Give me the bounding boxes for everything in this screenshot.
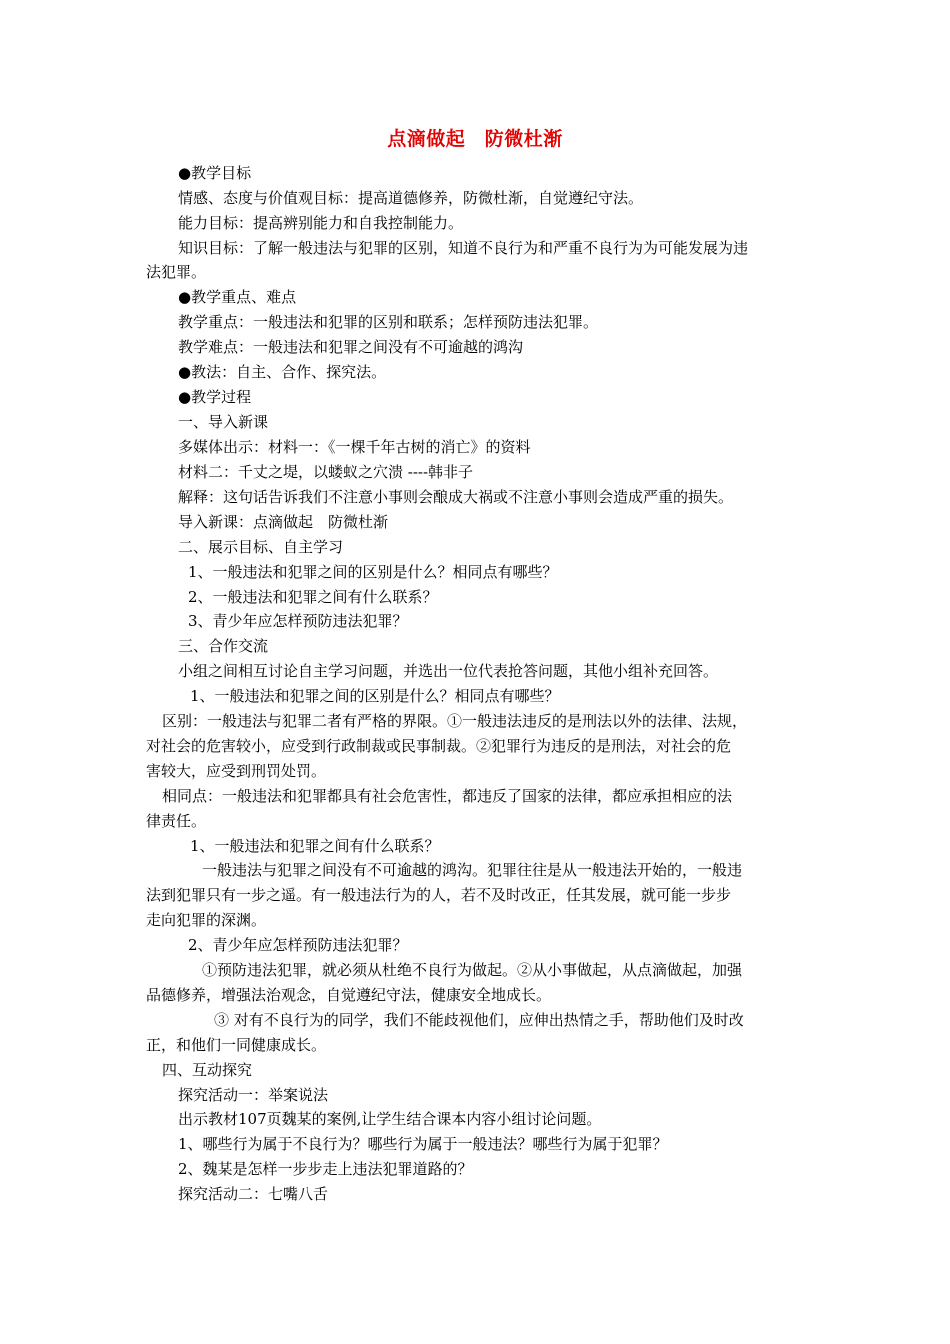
text-line: ●教学过程 [178,388,252,406]
text-line: 相同点：一般违法和犯罪都具有社会危害性，都违反了国家的法律，都应承担相应的法 [162,787,733,805]
text-line: 2、青少年应怎样预防违法犯罪？ [188,936,408,954]
text-line: 探究活动二：七嘴八舌 [178,1185,329,1203]
text-line: 3、青少年应怎样预防违法犯罪？ [188,612,408,630]
text-line: 法犯罪。 [146,263,207,281]
text-line: 2、魏某是怎样一步步走上违法犯罪道路的？ [178,1160,473,1178]
text-line: 小组之间相互讨论自主学习问题，并选出一位代表抢答问题，其他小组补充回答。 [178,662,719,680]
text-line: 1、一般违法和犯罪之间有什么联系？ [190,837,440,855]
text-line: 多媒体出示：材料一：《一棵千年古树的消亡》的资料 [178,438,531,456]
text-line: 走向犯罪的深渊。 [146,911,267,929]
text-line: 害较大，应受到刑罚处罚。 [146,762,327,780]
text-line: 情感、态度与价值观目标：提高道德修养，防微杜渐，自觉遵纪守法。 [178,189,644,207]
text-line: 教学重点：一般违法和犯罪的区别和联系；怎样预防违法犯罪。 [178,313,599,331]
text-line: ●教学目标 [178,164,252,182]
text-line: ●教学重点、难点 [178,288,297,306]
text-line: 对社会的危害较小，应受到行政制裁或民事制裁。②犯罪行为违反的是刑法，对社会的危 [146,737,732,755]
text-line: ●教法：自主、合作、探究法。 [178,363,387,381]
text-line: 正，和他们一同健康成长。 [146,1036,327,1054]
text-line: 1、一般违法和犯罪之间的区别是什么？相同点有哪些？ [188,563,558,581]
text-line: 法到犯罪只有一步之遥。有一般违法行为的人，若不及时改正，任其发展，就可能一步步 [146,886,732,904]
text-line: 律责任。 [146,812,207,830]
text-line: 三、合作交流 [178,637,269,655]
text-line: 品德修养，增强法治观念，自觉遵纪守法，健康安全地成长。 [146,986,552,1004]
text-line: 一、导入新课 [178,413,269,431]
text-line: 一般违法与犯罪之间没有不可逾越的鸿沟。犯罪往往是从一般违法开始的，一般违 [202,861,743,879]
text-line: 四、互动探究 [162,1061,253,1079]
text-line: 区别：一般违法与犯罪二者有严格的界限。①一般违法违反的是刑法以外的法律、法规， [162,712,748,730]
text-line: ③ 对有不良行为的同学，我们不能歧视他们，应伸出热情之手，帮助他们及时改 [214,1011,744,1029]
text-line: 知识目标：了解一般违法与犯罪的区别，知道不良行为和严重不良行为为可能发展为违 [178,239,749,257]
text-line: 出示教材107页魏某的案例,让学生结合课本内容小组讨论问题。 [178,1110,602,1128]
text-line: 1、一般违法和犯罪之间的区别是什么？相同点有哪些？ [190,687,560,705]
text-line: ①预防违法犯罪，就必须从杜绝不良行为做起。②从小事做起，从点滴做起，加强 [202,961,743,979]
text-line: 能力目标：提高辨别能力和自我控制能力。 [178,214,464,232]
document-title: 点滴做起 防微杜渐 [387,128,563,150]
text-line: 二、展示目标、自主学习 [178,538,344,556]
text-line: 导入新课：点滴做起 防微杜渐 [178,513,389,531]
text-line: 1、哪些行为属于不良行为？哪些行为属于一般违法？哪些行为属于犯罪？ [178,1135,668,1153]
text-line: 探究活动一：举案说法 [178,1086,329,1104]
text-line: 2、一般违法和犯罪之间有什么联系？ [188,588,438,606]
text-line: 解释：这句话告诉我们不注意小事则会酿成大祸或不注意小事则会造成严重的损失。 [178,488,734,506]
text-line: 教学难点：一般违法和犯罪之间没有不可逾越的鸿沟 [178,338,524,356]
text-line: 材料二：千丈之堤，以蝼蚁之穴溃 ----韩非子 [178,463,474,481]
